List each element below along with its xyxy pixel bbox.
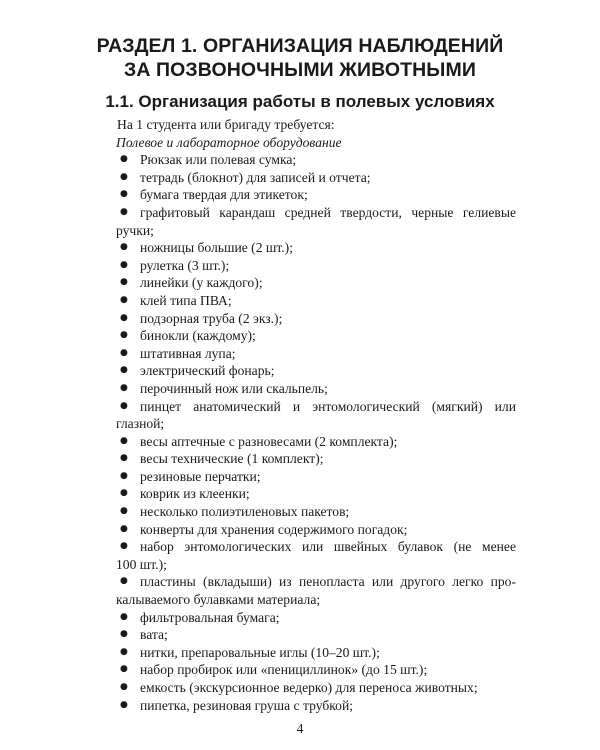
bullet-icon: ● [120, 242, 128, 253]
list-item: ● фильтровальная бумага; [120, 609, 280, 625]
intro-line: На 1 студента или бригаду требуется: [117, 117, 335, 132]
bullet-icon: ● [120, 541, 128, 552]
bullet-icon: ● [120, 365, 128, 376]
bullet-icon: ● [120, 506, 128, 517]
list-item: ● электрический фонарь; [120, 363, 275, 379]
bullet-icon: ● [120, 611, 128, 622]
bullet-icon: ● [120, 435, 128, 446]
list-item: ● подзорная труба (2 экз.); [120, 310, 283, 326]
bullet-icon: ● [120, 382, 128, 393]
bullet-icon: ● [120, 646, 128, 657]
equipment-heading: Полевое и лабораторное оборудование [116, 134, 342, 150]
section-title-line-2: ЗА ПОЗВОНОЧНЫМИ ЖИВОТНЫМИ [124, 59, 476, 81]
list-item: ● линейки (у каждого); [120, 275, 263, 291]
bullet-icon: ● [120, 523, 128, 534]
list-item-wrapped: ● набор энтомологических или швейных булавок (не менее 100 шт.); [116, 539, 516, 572]
bullet-icon: ● [120, 699, 128, 710]
list-item: ● емкость (экскурсионное ведерко) для переноса животных; [120, 680, 478, 695]
subsection-title: 1.1. Организация работы в полевых условиях [105, 92, 495, 111]
bullet-icon: ● [120, 312, 128, 323]
section-title [0, 34, 600, 82]
section-title-line-1: РАЗДЕЛ 1. ОРГАНИЗАЦИЯ НАБЛЮДЕНИЙ [96, 35, 504, 57]
bullet-icon: ● [120, 400, 128, 411]
list-item: ● Рюкзак или полевая сумка; [120, 152, 297, 168]
bullet-icon: ● [120, 206, 128, 217]
list-item: ● резиновые перчатки; [120, 468, 261, 484]
list-item: ● конверты для хранения содержимого погадок; [120, 521, 408, 537]
list-item-wrapped: ● графитовый карандаш средней твердости, черные гелиевые ручки; [116, 204, 516, 238]
list-item: ● вата; [120, 627, 168, 643]
bullet-icon: ● [120, 154, 128, 165]
bullet-icon: ● [120, 629, 128, 640]
list-item: ● перочинный нож или скальпель; [120, 380, 328, 396]
list-item: ● ножницы большие (2 шт.); [120, 240, 293, 256]
bullet-icon: ● [120, 330, 128, 341]
bullet-icon: ● [120, 277, 128, 288]
bullet-icon: ● [120, 453, 128, 464]
list-item: ● бинокли (каждому); [120, 328, 256, 344]
list-item: ● весы технические (1 комплект); [120, 451, 324, 467]
list-item: ● бумага твердая для этикеток; [120, 187, 308, 203]
list-item: ● нитки, препаровальные иглы (10–20 шт.); [120, 644, 380, 660]
list-item: ● коврик из клеенки; [120, 486, 250, 502]
body-text [116, 116, 516, 714]
list-item: ● клей типа ПВА; [120, 292, 232, 308]
list-item: ● набор пробирок или «пенициллинок» (до 15 шт.); [120, 662, 428, 678]
list-item: ● весы аптечные с разновесами (2 комплекта); [120, 433, 398, 449]
bullet-icon: ● [120, 576, 128, 587]
bullet-icon: ● [120, 488, 128, 499]
list-item: ● тетрадь (блокнот) для записей и отчета; [120, 169, 371, 185]
bullet-icon: ● [120, 347, 128, 358]
page-number: 4 [296, 721, 304, 736]
list-item: ● штативная лупа; [120, 345, 236, 361]
bullet-icon: ● [120, 294, 128, 305]
bullet-icon: ● [120, 171, 128, 182]
bullet-icon: ● [120, 470, 128, 481]
bullet-icon: ● [120, 682, 128, 692]
list-item-wrapped: ● пинцет анатомический и энтомологический (мягкий) или глазной; [116, 398, 516, 432]
bullet-icon: ● [120, 189, 128, 200]
bullet-icon: ● [120, 664, 128, 675]
list-item: ● рулетка (3 шт.); [120, 257, 230, 273]
list-item: ● несколько полиэтиленовых пакетов; [120, 504, 350, 520]
list-item: ● пипетка, резиновая груша с трубкой; [120, 697, 354, 713]
list-item-wrapped: ● пластины (вкладыши) из пенопласта или другого легко про- калываемого булавками материала; [116, 574, 516, 608]
bullet-icon: ● [120, 259, 128, 270]
